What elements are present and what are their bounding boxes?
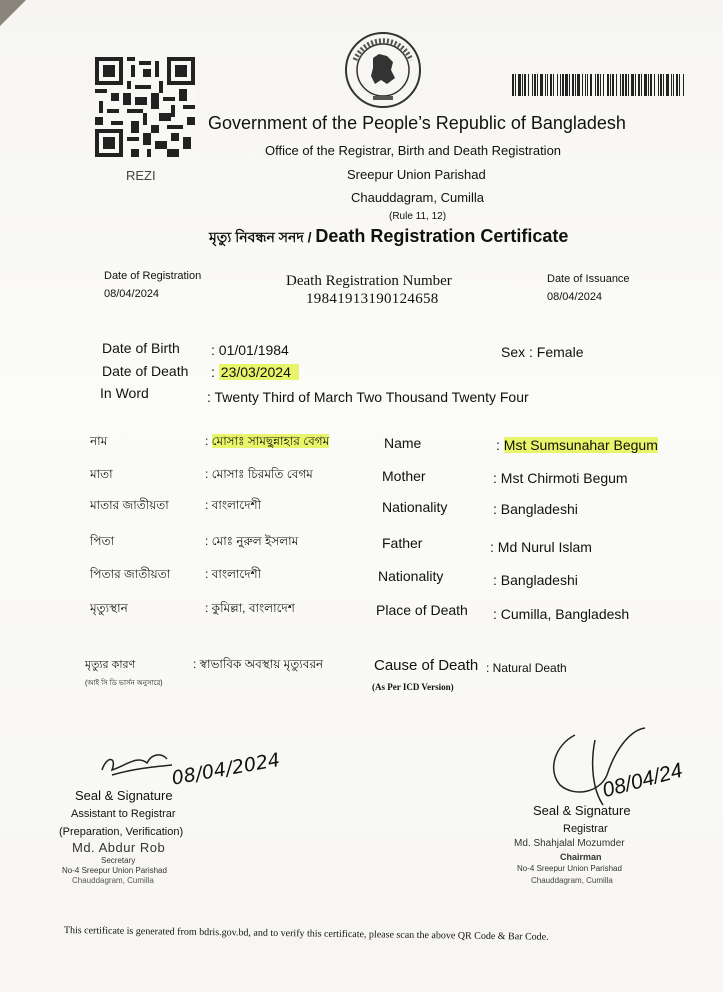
office-line: Office of the Registrar, Birth and Death Registration	[265, 143, 562, 158]
verification-footer: This certificate is generated from bdris.gov.bd, and to verify this certificate, please scan the above QR Code & Bar Code.	[63, 925, 549, 943]
row-bn-value-text: মোঃ নুরুল ইসলাম	[211, 534, 299, 548]
row-en-value: : Cumilla, Bangladesh	[493, 606, 630, 622]
registration-date-value: 08/04/2024	[104, 288, 160, 300]
row-en-value-text: Mst Chirmoti Begum	[500, 470, 628, 486]
registrar-title: Chairman	[560, 852, 602, 862]
cause-en-text: Natural Death	[492, 661, 567, 675]
registrar-office: No-4 Sreepur Union Parishad	[517, 864, 622, 873]
row-en-label: Name	[384, 435, 422, 451]
row-en-value-text: Bangladeshi	[500, 501, 578, 517]
row-bn-value: : বাংলাদেশী	[205, 567, 262, 581]
certificate-title	[209, 226, 568, 250]
registrar-location: Chauddagram, Cumilla	[531, 876, 613, 885]
assistant-title: Secretary	[101, 856, 136, 865]
assistant-role: Assistant to Registrar	[71, 808, 176, 820]
cause-bn-text: স্বাভাবিক অবস্থায় মৃত্যুবরন	[199, 657, 324, 671]
government-heading: Government of the People’s Republic of Bangladesh	[208, 113, 626, 133]
registrar-seal-label: Seal & Signature	[533, 803, 631, 818]
barcode	[512, 74, 684, 96]
qr-code	[95, 55, 195, 159]
row-bn-value-text: মোসাঃ চিরমতি বেগম	[211, 467, 313, 481]
assistant-signature-scribble	[92, 745, 182, 785]
inword-value: : Twenty Third of March Two Thousand Twenty Four	[207, 389, 529, 405]
qr-caption: REZI	[126, 168, 156, 183]
row-bn-value-text: মোসাঃ সামছুন্নাহার বেগম	[211, 434, 330, 448]
row-bn-value: : বাংলাদেশী	[205, 498, 262, 512]
rule-line: (Rule 11, 12)	[389, 211, 447, 222]
cause-en-sub: (As Per ICD Version)	[372, 682, 454, 692]
registrar-signature-date: 08/04/24	[600, 758, 685, 803]
registrar-name: Md. Shahjalal Mozumder	[514, 838, 625, 849]
assistant-name: Md. Abdur Rob	[72, 840, 166, 855]
row-bn-value: : মোঃ নুরুল ইসলাম	[205, 534, 299, 548]
row-bn-label: মাতা	[90, 467, 113, 481]
assistant-office: No-4 Sreepur Union Parishad	[62, 866, 167, 875]
registration-date-label: Date of Registration	[104, 270, 202, 282]
row-en-value-text: Cumilla, Bangladesh	[500, 606, 630, 622]
row-en-value: : Md Nurul Islam	[490, 539, 592, 555]
registration-number-value: 19841913190124658	[306, 291, 439, 307]
cause-en-label: Cause of Death	[374, 657, 479, 674]
row-bn-value: : মোসাঃ সামছুন্নাহার বেগম	[205, 434, 330, 448]
row-en-value: : Mst Sumsunahar Begum	[496, 437, 658, 453]
dod-label: Date of Death	[102, 363, 189, 379]
row-en-label: Nationality	[378, 568, 444, 584]
row-en-value: : Bangladeshi	[493, 501, 578, 517]
cause-en-value: : Natural Death	[486, 661, 567, 675]
row-en-label: Mother	[382, 468, 426, 484]
row-bn-label: মৃত্যুস্থান	[90, 601, 128, 615]
row-bn-value: : মোসাঃ চিরমতি বেগম	[205, 467, 313, 481]
assistant-role-detail: (Preparation, Verification)	[59, 826, 184, 838]
row-bn-label: পিতা	[90, 534, 115, 548]
row-bn-label: নাম	[90, 434, 108, 448]
government-seal-icon	[343, 30, 423, 110]
dod-highlight: 23/03/2024	[219, 364, 299, 380]
issuance-date-value: 08/04/2024	[547, 291, 603, 303]
certificate-title-en: Death Registration Certificate	[315, 226, 569, 246]
row-en-value-text: Mst Sumsunahar Begum	[503, 437, 658, 453]
row-bn-label: পিতার জাতীয়তা	[90, 567, 171, 581]
dod-value: : 23/03/2024	[211, 364, 299, 380]
registration-number-label: Death Registration Number	[286, 273, 452, 289]
assistant-location: Chauddagram, Cumilla	[72, 876, 154, 885]
location-line: Chauddagram, Cumilla	[351, 190, 484, 205]
page-corner-fold	[0, 0, 26, 26]
dob-label: Date of Birth	[102, 340, 180, 356]
assistant-seal-label: Seal & Signature	[75, 788, 173, 803]
row-bn-value-text: বাংলাদেশী	[211, 498, 262, 512]
row-en-value: : Bangladeshi	[493, 572, 578, 588]
row-bn-value-text: বাংলাদেশী	[211, 567, 262, 581]
row-bn-value: : কুমিল্লা, বাংলাদেশ	[205, 601, 295, 615]
inword-label: In Word	[100, 385, 149, 401]
row-en-label: Father	[382, 535, 423, 551]
issuance-date-label: Date of Issuance	[547, 273, 630, 285]
row-bn-value-text: কুমিল্লা, বাংলাদেশ	[211, 601, 295, 615]
cause-bn-value: : স্বাভাবিক অবস্থায় মৃত্যুবরন	[193, 657, 324, 671]
row-bn-label: মাতার জাতীয়তা	[90, 498, 169, 512]
row-en-value-text: Bangladeshi	[500, 572, 578, 588]
row-en-label: Nationality	[382, 499, 448, 515]
assistant-signature-date: 08/04/2024	[170, 748, 282, 790]
row-en-value-text: Md Nurul Islam	[497, 539, 592, 555]
registrar-role: Registrar	[563, 823, 608, 835]
row-en-value: : Mst Chirmoti Begum	[493, 470, 628, 486]
cause-bn-sub: (আই সি ডি ভার্সন অনুসারে)	[85, 680, 163, 687]
union-line: Sreepur Union Parishad	[347, 167, 486, 182]
dob-value: : 01/01/1984	[211, 342, 289, 358]
cause-bn-label: মৃত্যুর কারণ	[85, 659, 136, 671]
row-en-label: Place of Death	[376, 602, 468, 618]
sex-value: Sex : Female	[501, 344, 584, 360]
registrar-signature-scribble	[535, 720, 655, 815]
certificate-title-bn: মৃত্যু নিবন্ধন সনদ /	[209, 229, 316, 245]
